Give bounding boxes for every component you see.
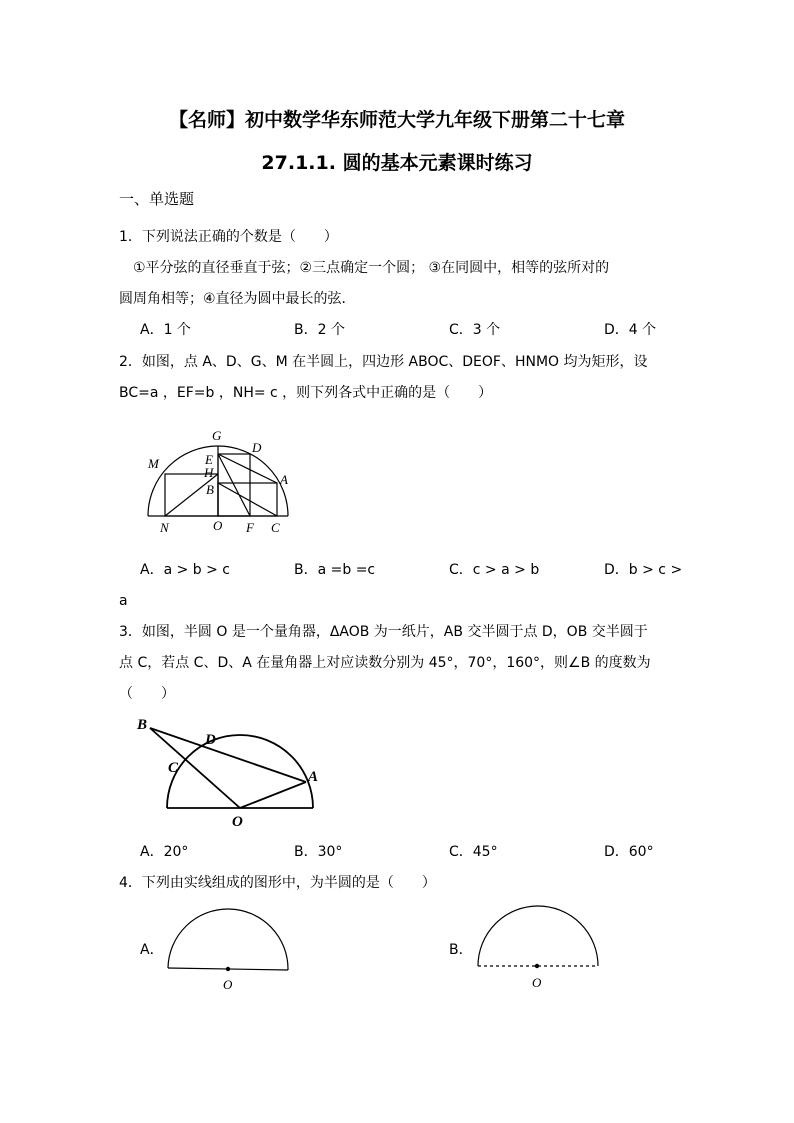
q3-option-c: C．45° <box>449 844 498 860</box>
q2-label-m: M <box>148 456 159 471</box>
q1-option-b: B．2 个 <box>294 322 345 338</box>
q3-line-2: 点 C，若点 C、D、A 在量角器上对应读数分别为 45°，70°，160°，则∠B 的度数为 <box>119 655 651 671</box>
q2-option-d-wrap: a <box>119 593 128 609</box>
q3-label-a: A <box>308 769 319 785</box>
q3-segment-ob <box>150 728 240 808</box>
q4b-center-dot <box>535 964 539 968</box>
q4a-label-o: O <box>223 977 233 992</box>
q2-option-d: D．b > c > <box>604 562 683 578</box>
q2-option-b: B．a =b =c <box>294 562 376 578</box>
q2-label-f: F <box>246 520 254 535</box>
title-line-2: 27.1.1. 圆的基本元素课时练习 <box>261 152 533 174</box>
q1-option-c: C．3 个 <box>449 322 501 338</box>
q1-option-d: D．4 个 <box>604 322 657 338</box>
q3-line-1: 3．如图，半圆 O 是一个量角器，ΔAOB 为一纸片，AB 交半圆于点 D，OB 交半圆于 <box>119 624 648 640</box>
q2-line-2: BC=a ，EF=b ，NH= c ，则下列各式中正确的是（ ） <box>119 385 493 401</box>
q2-label-n: N <box>160 520 169 535</box>
q2-label-g: G <box>212 428 222 443</box>
q4-figure-b <box>470 900 610 990</box>
q4b-label-o: O <box>532 975 542 990</box>
q4-option-a: A． <box>140 942 164 958</box>
q2-label-b: B <box>206 482 214 497</box>
q1-option-a: A．1 个 <box>140 322 191 338</box>
q1-stem: 1．下列说法正确的个数是（ ） <box>119 229 338 245</box>
q3-option-a: A．20° <box>140 844 189 860</box>
q3-label-o: O <box>232 814 243 830</box>
q3-label-c: C <box>168 760 179 776</box>
q3-line-3: （ ） <box>119 686 175 702</box>
q2-semicircle-figure <box>140 420 300 540</box>
q3-option-d: D．60° <box>604 844 654 860</box>
q4a-arc <box>168 909 288 970</box>
q4-figure-a <box>160 908 300 998</box>
q2-label-o: O <box>213 518 223 533</box>
q2-segment-ea <box>218 454 277 483</box>
q1-line-2: ①平分弦的直径垂直于弦；②三点确定一个圆； ③在同圆中，相等的弦所对的 <box>133 260 610 276</box>
q2-label-h: H <box>204 465 214 480</box>
q4-stem: 4．下列由实线组成的图形中，为半圆的是（ ） <box>119 875 436 891</box>
q2-label-a: A <box>280 472 288 487</box>
q2-line-1: 2．如图，点 A、D、G、M 在半圆上，四边形 ABOC、DEOF、HNMO 均为矩形，设 <box>119 354 648 370</box>
q2-label-e: E <box>205 452 213 467</box>
q2-option-a: A．a > b > c <box>140 562 231 578</box>
section-heading: 一、单选题 <box>119 190 195 208</box>
title-line-1: 【名师】初中数学华东师范大学九年级下册第二十七章 <box>168 109 625 131</box>
q3-option-b: B．30° <box>294 844 343 860</box>
q3-label-d: D <box>205 732 216 748</box>
q3-segment-oa <box>240 782 306 808</box>
q2-label-d: D <box>252 440 262 455</box>
q4b-arc <box>478 906 598 966</box>
q4a-center-dot <box>226 967 230 971</box>
q1-line-3: 圆周角相等；④直径为圆中最长的弦． <box>119 291 356 307</box>
q3-label-b: B <box>137 717 148 733</box>
q3-semicircle-arc <box>167 735 313 808</box>
q4-option-b: B． <box>449 942 473 958</box>
q2-label-c: C <box>271 520 280 535</box>
q3-protractor-figure <box>130 712 330 832</box>
q2-option-c: C．c > a > b <box>449 562 540 578</box>
